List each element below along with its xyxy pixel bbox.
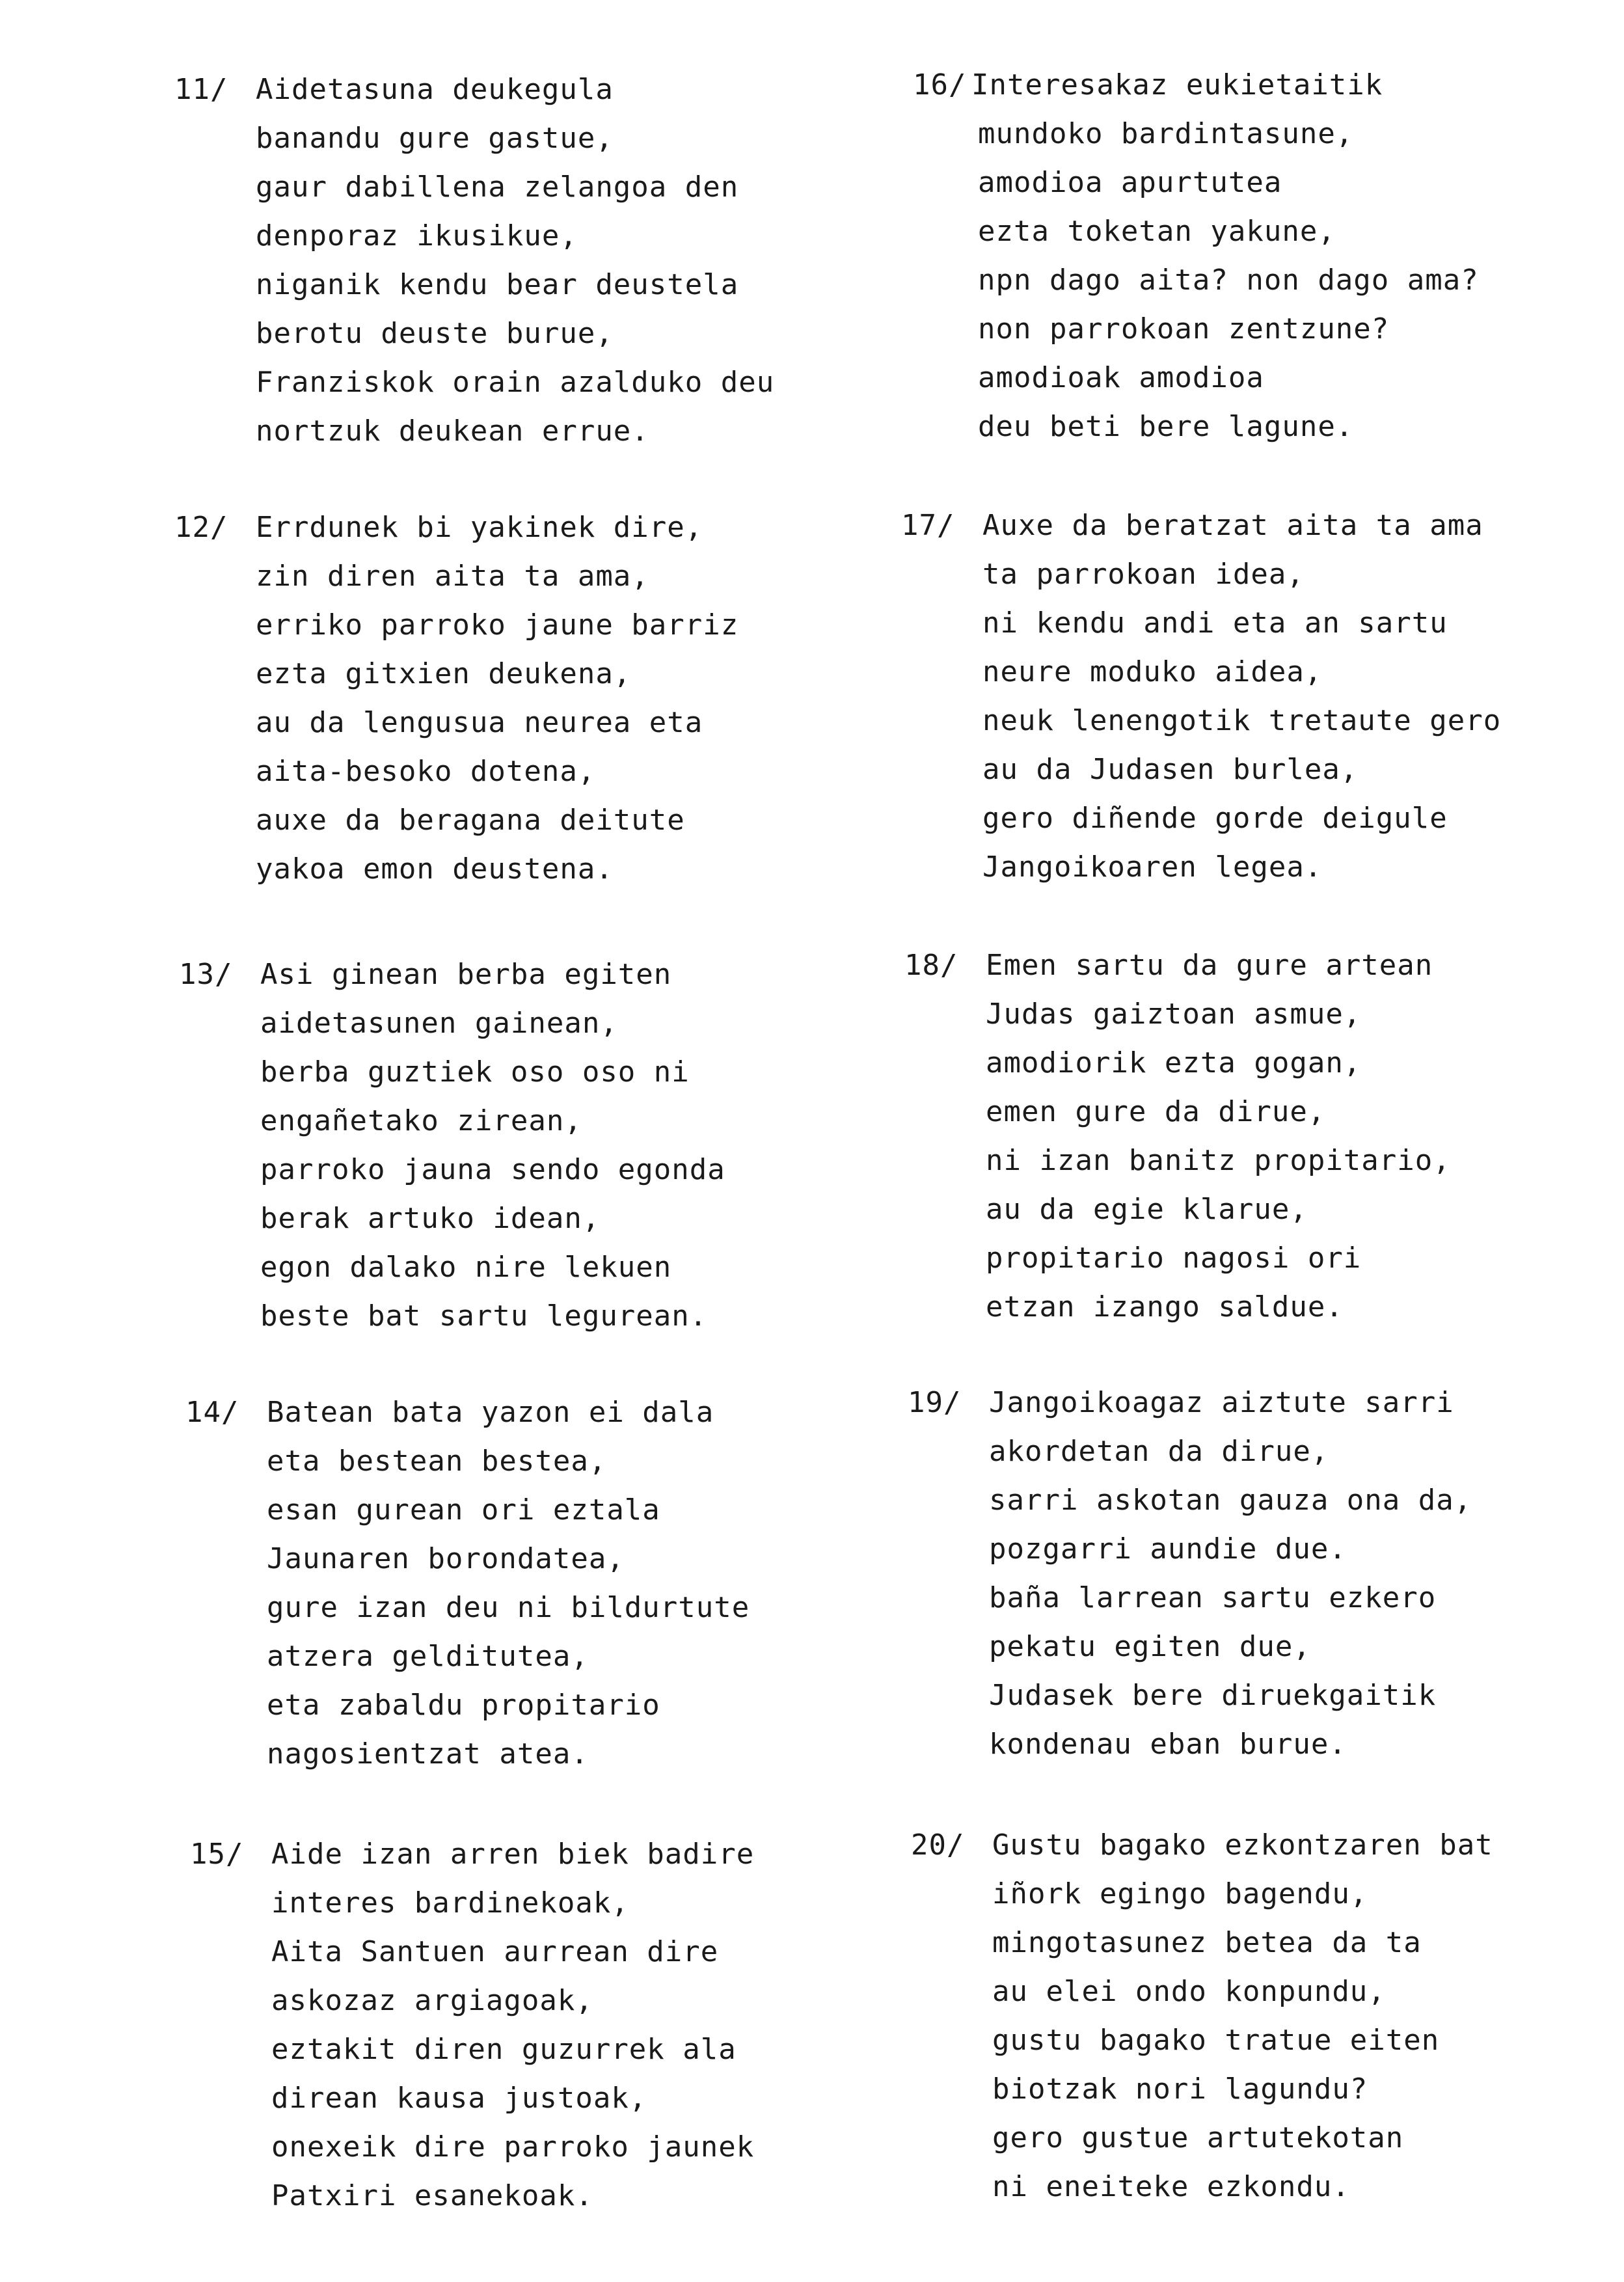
verse-line: onexeik dire parroko jaunek [271, 2130, 755, 2164]
verse-line: deu beti bere lagune. [978, 410, 1354, 443]
stanza-lines [986, 941, 1451, 1331]
verse-line: mingotasunez betea da ta [992, 1926, 1422, 1959]
verse-line: askozaz argiagoak, [271, 1984, 593, 2017]
verse-line: baña larrean sartu ezkero [989, 1581, 1437, 1614]
stanza-number: 13/ [179, 958, 233, 991]
verse-line: gure izan deu ni bildurtute [267, 1591, 750, 1624]
verse-line: Aita Santuen aurrean dire [271, 1935, 719, 1968]
verse-line: direan kausa justoak, [271, 2082, 647, 2115]
verse-line: akordetan da dirue, [989, 1435, 1329, 1468]
stanza-number: 11/ [174, 73, 228, 106]
verse-line: Auxe da beratzat aita ta ama [982, 509, 1483, 542]
stanza-lines [256, 65, 774, 455]
verse-line: ni izan banitz propitario, [986, 1144, 1451, 1177]
stanza-number: 19/ [908, 1386, 962, 1419]
verse-line: auxe da beragana deitute [256, 804, 685, 837]
stanza-number: 12/ [174, 511, 228, 544]
verse-line: Errdunek bi yakinek dire, [256, 511, 703, 544]
verse-line: au da lengusua neurea eta [256, 706, 703, 739]
stanza-lines [992, 1821, 1493, 2211]
verse-line: etzan izango saldue. [986, 1290, 1344, 1324]
verse-line: Judasek bere diruekgaitik [989, 1679, 1437, 1712]
stanza-number: 18/ [904, 949, 958, 982]
verse-line: aita-besoko dotena, [256, 755, 596, 788]
verse-line: denporaz ikusikue, [256, 219, 578, 252]
verse-line: yakoa emon deustena. [256, 852, 614, 886]
verse-line: niganik kendu bear deustela [256, 268, 739, 301]
stanza-number: 15/ [190, 1838, 244, 1871]
verse-line: gaur dabillena zelangoa den [256, 170, 739, 204]
verse-line: eta zabaldu propitario [267, 1689, 660, 1722]
verse-line: Emen sartu da gure artean [986, 949, 1433, 982]
verse-line: Gustu bagako ezkontzaren bat [992, 1828, 1493, 1862]
verse-line: Asi ginean berba egiten [260, 958, 672, 991]
verse-line: atzera gelditutea, [267, 1640, 589, 1673]
verse-line: eztakit diren guzurrek ala [271, 2033, 737, 2066]
verse-line: npn dago aita? non dago ama? [978, 264, 1479, 297]
verse-first-line: Interesakaz eukietaitik [971, 68, 1383, 102]
verse-line: Aide izan arren biek badire [271, 1838, 755, 1871]
stanza-number: 14/ [185, 1396, 239, 1429]
verse-line: ta parrokoan idea, [982, 558, 1305, 591]
verse-line: nortzuk deukean errue. [256, 414, 649, 448]
stanza-number: 16/ [913, 68, 967, 102]
verse-line: berak artuko idean, [260, 1202, 601, 1235]
verse-line: eta bestean bestea, [267, 1445, 607, 1478]
verse-line: engañetako zirean, [260, 1104, 582, 1137]
stanza-number: 17/ [901, 509, 955, 542]
verse-line: berba guztiek oso oso ni [260, 1055, 690, 1089]
verse-line: esan gurean ori eztala [267, 1493, 660, 1527]
verse-line: propitario nagosi ori [986, 1242, 1362, 1275]
verse-line: pekatu egiten due, [989, 1630, 1311, 1663]
verse-line: Patxiri esanekoak. [271, 2179, 593, 2212]
verse-line: iñork egingo bagendu, [992, 1877, 1368, 1910]
verse-line: egon dalako nire lekuen [260, 1251, 672, 1284]
verse-line: amodiorik ezta gogan, [986, 1046, 1362, 1080]
verse-line: Jangoikoagaz aiztute sarri [989, 1386, 1454, 1419]
verse-line: amodioak amodioa [978, 361, 1264, 394]
verse-line: sarri askotan gauza ona da, [989, 1484, 1472, 1517]
verse-line: zin diren aita ta ama, [256, 560, 649, 593]
verse-line: au da Judasen burlea, [982, 753, 1359, 786]
verse-line: ezta toketan yakune, [978, 215, 1336, 248]
verse-line: Aidetasuna deukegula [256, 73, 614, 106]
verse-line: neuk lenengotik tretaute gero [982, 704, 1502, 737]
verse-line: parroko jauna sendo egonda [260, 1153, 725, 1186]
verse-line: beste bat sartu legurean. [260, 1299, 708, 1333]
stanza-lines [978, 109, 1479, 451]
verse-line: au elei ondo konpundu, [992, 1975, 1386, 2008]
verse-line: ezta gitxien deukena, [256, 657, 632, 690]
verse-line: Franziskok orain azalduko deu [256, 366, 775, 399]
verse-line: berotu deuste burue, [256, 317, 614, 350]
stanza-lines [260, 950, 725, 1340]
stanza-lines [267, 1388, 750, 1778]
verse-line: non parrokoan zentzune? [978, 312, 1390, 346]
verse-line: biotzak nori lagundu? [992, 2072, 1368, 2106]
verse-line: gero diñende gorde deigule [982, 802, 1448, 835]
verse-line: Jaunaren borondatea, [267, 1542, 625, 1575]
verse-line: ni eneiteke ezkondu. [992, 2170, 1350, 2203]
stanza-lines [982, 501, 1501, 891]
verse-line: au da egie klarue, [986, 1193, 1308, 1226]
verse-line: Judas gaiztoan asmue, [986, 998, 1362, 1031]
verse-line: gustu bagako tratue eiten [992, 2024, 1440, 2057]
stanza-lines [256, 503, 738, 893]
verse-line: emen gure da dirue, [986, 1095, 1326, 1128]
verse-line: aidetasunen gainean, [260, 1007, 618, 1040]
verse-line: pozgarri aundie due. [989, 1532, 1347, 1566]
stanza-number: 20/ [911, 1828, 965, 1862]
verse-line: neure moduko aidea, [982, 655, 1323, 688]
verse-line: ni kendu andi eta an sartu [982, 606, 1448, 640]
stanza-lines [271, 1830, 754, 2220]
verse-line: banandu gure gastue, [256, 122, 614, 155]
verse-line: kondenau eban burue. [989, 1728, 1347, 1761]
verse-line: gero gustue artutekotan [992, 2121, 1404, 2154]
verse-line: nagosientzat atea. [267, 1737, 589, 1771]
verse-line: Batean bata yazon ei dala [267, 1396, 714, 1429]
verse-line: mundoko bardintasune, [978, 117, 1354, 150]
stanza-lines [989, 1378, 1472, 1769]
verse-line: amodioa apurtutea [978, 166, 1282, 199]
verse-line: Jangoikoaren legea. [982, 850, 1323, 884]
verse-line: erriko parroko jaune barriz [256, 608, 739, 642]
verse-line: interes bardinekoak, [271, 1886, 629, 1920]
